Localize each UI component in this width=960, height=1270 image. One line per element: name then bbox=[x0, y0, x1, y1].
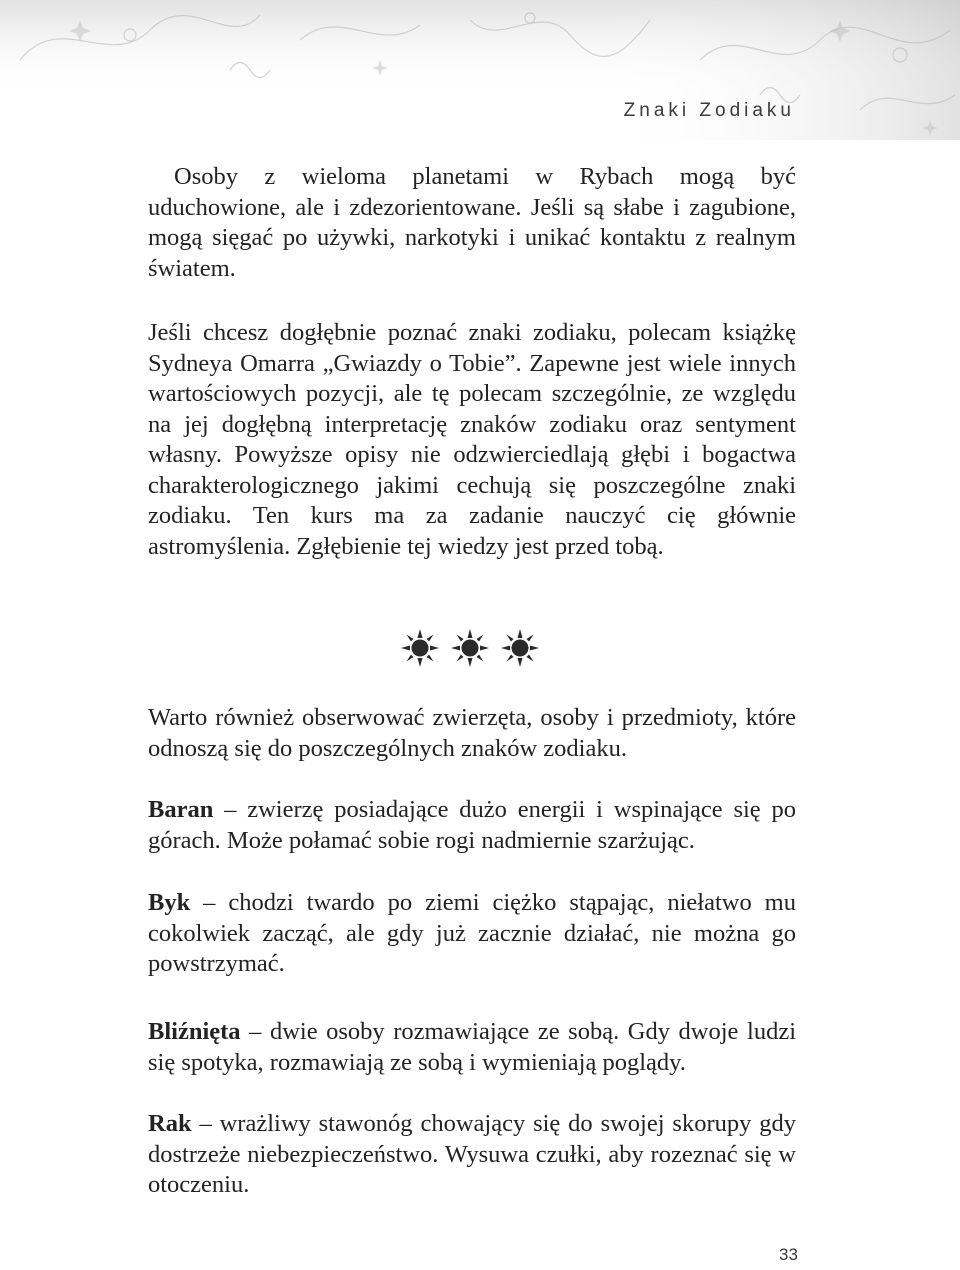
entry-rak bbox=[148, 1109, 796, 1201]
entry-term: Baran bbox=[148, 796, 214, 823]
paragraph-book-recommendation: Jeśli chcesz dogłębnie poznać znaki zodiaku, polecam książkę Sydneya Omarra „Gwiazdy o Tobie”. Zapewne jest wiele innych wartościowych pozycji, ale tę polecam szczególnie, ze względu na jej dogłębną interpretację znaków zodiaku oraz sentyment własny. Powyższe opisy nie odzwierciedlają głębi i bogactwa charakterologicznego jakimi cechują się poszczególne znaki zodiaku. Ten kurs ma za zadanie nauczyć cię głównie astromyślenia. Zgłębienie tej wiedzy jest przed tobą. bbox=[148, 319, 796, 560]
entry-blizneta bbox=[148, 1017, 796, 1078]
paragraph-observe-animals: Warto również obserwować zwierzęta, osoby i przedmioty, które odnoszą się do poszczególnych znaków zodiaku. bbox=[148, 704, 796, 762]
entry-term: Byk bbox=[148, 889, 191, 916]
entry-term: Bliźnięta bbox=[148, 1018, 241, 1045]
running-header-title: Znaki Zodiaku bbox=[623, 100, 795, 121]
paragraph-pisces-planets: Osoby z wieloma planetami w Rybach mogą być uduchowione, ale i zdezorientowane. Jeśli są słabe i zagubione, mogą sięgać po używki, narkotyki i unikać kontaktu z realnym światem. bbox=[148, 163, 796, 282]
decorative-header-ornament bbox=[0, 0, 960, 150]
entry-byk bbox=[148, 888, 796, 980]
sun-icon bbox=[500, 628, 540, 668]
entry-description: – wrażliwy stawonóg chowający się do swojej skorupy gdy dostrzeże niebezpieczeństwo. Wysuwa czułki, aby rozeznać się w otoczeniu. bbox=[148, 1110, 796, 1198]
entry-description: – dwie osoby rozmawiające ze sobą. Gdy dwoje ludzi się spotyka, rozmawiają ze sobą i wymieniają poglądy. bbox=[148, 1018, 796, 1076]
sun-icon bbox=[450, 628, 490, 668]
page-number: 33 bbox=[779, 1245, 798, 1264]
section-separator bbox=[400, 628, 540, 668]
sun-icon bbox=[400, 628, 440, 668]
entry-description: – zwierzę posiadające dużo energii i wspinające się po górach. Może połamać sobie rogi nadmiernie szarżując. bbox=[148, 796, 796, 854]
entry-description: – chodzi twardo po ziemi ciężko stąpając, niełatwo mu cokolwiek zacząć, ale gdy już zacznie działać, nie można go powstrzymać. bbox=[148, 889, 796, 977]
entry-term: Rak bbox=[148, 1110, 192, 1137]
entry-baran bbox=[148, 795, 796, 856]
